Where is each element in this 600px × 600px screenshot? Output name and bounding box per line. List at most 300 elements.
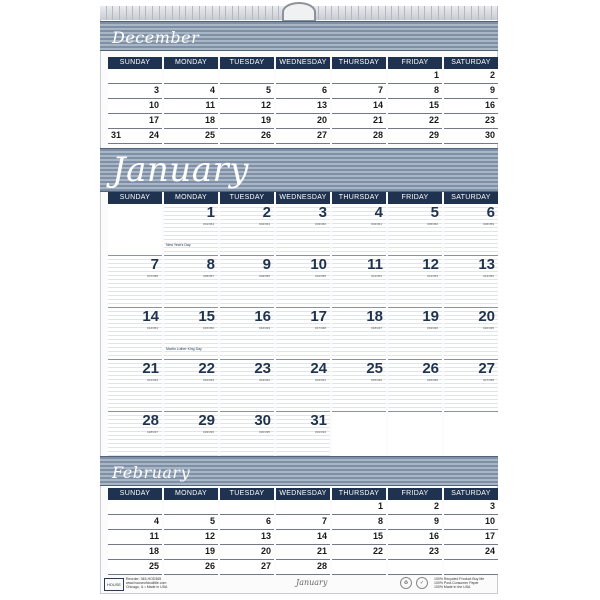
wire-coil [479,6,486,20]
day-number: 23 [428,546,439,556]
day-number: 17 [484,531,495,541]
day-number: 25 [148,561,159,571]
wire-coil [107,6,114,20]
day-number: 11 [367,256,383,273]
day-number: 23 [254,360,271,377]
february-day-cell[interactable] [108,545,162,560]
february-day-cell[interactable] [220,515,274,530]
february-day-cell[interactable] [164,515,218,530]
january-grid [108,192,498,464]
december-weekday-header: MONDAY [164,57,218,69]
february-day-cell[interactable] [164,530,218,545]
february-weekday-header: TUESDAY [220,488,274,500]
reorder-text: Reorder: 345-HOD365 [126,577,162,581]
day-number: 8 [433,85,439,95]
day-number: 19 [204,546,215,556]
day-number: 28 [372,130,383,140]
fsc-icon: ✓ [416,577,428,589]
day-number: 28 [142,412,159,429]
day-number: 8 [206,256,215,273]
wire-coil [120,6,127,20]
december-day-cell[interactable] [164,129,218,144]
february-day-cell[interactable] [108,515,162,530]
february-day-cell[interactable] [108,560,162,575]
day-number: 26 [204,561,215,571]
footer-recycled-info [434,577,484,590]
wire-coil [186,6,193,20]
day-of-year: 026/339 [427,378,438,382]
day-number: 16 [428,531,439,541]
day-number: 14 [372,100,383,110]
wire-coil [459,6,466,20]
day-number: 26 [260,130,271,140]
january-weekday-header: FRIDAY [388,192,442,204]
address-text: Chicago, IL • Made in USA [126,585,168,590]
december-day-cell[interactable] [332,129,386,144]
day-number-extra: 31 [111,130,122,140]
january-day-cell[interactable] [332,360,386,412]
february-day-cell[interactable] [332,545,386,560]
wire-coil [166,6,173,20]
december-day-cell[interactable] [220,99,274,114]
day-of-year: 030/335 [259,430,270,434]
december-banner [100,21,498,51]
day-number: 14 [316,531,327,541]
december-weekday-header: SATURDAY [444,57,498,69]
january-day-cell[interactable] [108,204,162,256]
february-day-cell[interactable] [108,530,162,545]
day-number: 18 [366,308,383,325]
december-day-cell[interactable] [388,84,442,99]
day-number: 4 [209,85,215,95]
day-number: 1 [377,501,383,511]
january-day-cell[interactable] [220,360,274,412]
day-of-year: 014/351 [147,326,158,330]
wire-coil [160,6,167,20]
february-day-cell[interactable] [276,545,330,560]
day-of-year: 021/344 [147,378,158,382]
day-of-year: 010/355 [315,274,326,278]
december-day-cell[interactable] [444,99,498,114]
december-weekday-header: TUESDAY [220,57,274,69]
day-number: 24 [484,546,495,556]
december-day-cell[interactable] [108,84,162,99]
day-number: 24 [148,130,159,140]
day-number: 4 [153,516,159,526]
day-of-year: 013/352 [483,274,494,278]
december-day-cell[interactable] [276,99,330,114]
january-day-cell[interactable] [276,256,330,308]
december-day-cell[interactable] [276,114,330,129]
day-of-year: 024/341 [315,378,326,382]
footer-month-name: January [296,578,328,587]
january-day-cell[interactable] [164,308,218,360]
day-number: 2 [433,501,439,511]
january-day-cell[interactable] [332,308,386,360]
day-number: 10 [484,516,495,526]
february-day-cell[interactable] [276,500,330,515]
january-day-cell[interactable] [388,360,442,412]
day-number: 9 [433,516,439,526]
wire-coil [439,6,446,20]
day-number: 9 [262,256,271,273]
wire-coil [432,6,439,20]
wire-coil [259,6,266,20]
day-of-year: 018/347 [371,326,382,330]
january-day-cell[interactable] [108,256,162,308]
wire-coil [173,6,180,20]
wire-coil [332,6,339,20]
wire-coil [246,6,253,20]
wire-coil [392,6,399,20]
december-day-cell[interactable] [108,129,162,144]
february-day-cell[interactable] [444,515,498,530]
february-weekday-header: FRIDAY [388,488,442,500]
day-number: 13 [478,256,495,273]
day-number: 18 [204,115,215,125]
december-day-cell[interactable] [164,114,218,129]
holiday-label: New Year's Day [166,243,191,247]
december-title: December [112,28,200,47]
day-number: 3 [489,501,495,511]
day-number: 30 [484,130,495,140]
wire-coil [206,6,213,20]
december-day-cell[interactable] [332,99,386,114]
day-number: 3 [153,85,159,95]
february-day-cell[interactable] [388,515,442,530]
day-of-year: 008/357 [203,274,214,278]
january-day-cell[interactable] [332,204,386,256]
day-of-year: 029/336 [203,430,214,434]
day-number: 10 [310,256,327,273]
january-title: January [112,150,249,190]
day-number: 6 [321,85,327,95]
wire-coil [140,6,147,20]
wire-coil [412,6,419,20]
day-number: 2 [489,70,495,80]
day-of-year: 001/364 [203,222,214,226]
january-weekday-header: WEDNESDAY [276,192,330,204]
wire-coil [386,6,393,20]
december-day-cell[interactable] [388,129,442,144]
day-of-year: 011/354 [371,274,382,278]
january-day-cell[interactable] [388,256,442,308]
december-day-cell[interactable] [332,69,386,84]
december-day-cell[interactable] [332,84,386,99]
day-of-year: 009/356 [259,274,270,278]
wire-coil [379,6,386,20]
february-day-cell[interactable] [220,530,274,545]
january-day-cell[interactable] [220,204,274,256]
day-number: 22 [372,546,383,556]
day-number: 1 [433,70,439,80]
day-of-year: 002/363 [259,222,270,226]
wire-coil [359,6,366,20]
december-weekday-header: SUNDAY [108,57,162,69]
wire-coil [399,6,406,20]
january-day-cell[interactable] [164,256,218,308]
day-number: 17 [148,115,159,125]
day-number: 27 [478,360,495,377]
january-day-cell[interactable] [444,204,498,256]
day-number: 12 [422,256,439,273]
december-day-cell[interactable] [332,114,386,129]
day-number: 12 [204,531,215,541]
footer [104,576,494,594]
day-number: 21 [316,546,327,556]
wire-coil [226,6,233,20]
day-number: 25 [366,360,383,377]
february-day-cell[interactable] [164,560,218,575]
january-day-cell[interactable] [332,256,386,308]
day-number: 9 [489,85,495,95]
february-day-cell[interactable] [276,560,330,575]
december-day-cell[interactable] [444,69,498,84]
february-day-cell[interactable] [332,500,386,515]
day-of-year: 019/346 [427,326,438,330]
january-weekday-header: TUESDAY [220,192,274,204]
february-day-cell[interactable] [388,560,442,575]
day-number: 11 [149,531,159,541]
wire-coil [273,6,280,20]
december-day-cell[interactable] [164,69,218,84]
day-number: 5 [430,204,439,221]
january-day-cell[interactable] [108,360,162,412]
february-weekday-header: MONDAY [164,488,218,500]
december-day-cell[interactable] [276,129,330,144]
day-number: 4 [374,204,383,221]
january-day-cell[interactable] [220,308,274,360]
february-day-cell[interactable] [444,530,498,545]
day-of-year: 005/360 [427,222,438,226]
february-day-cell[interactable] [164,545,218,560]
january-day-cell[interactable] [220,256,274,308]
day-number: 7 [377,85,383,95]
recycle-icon: ♻ [400,577,412,589]
day-number: 28 [316,561,327,571]
february-weekday-header: THURSDAY [332,488,386,500]
december-day-cell[interactable] [220,84,274,99]
day-number: 20 [316,115,327,125]
day-number: 23 [484,115,495,125]
day-of-year: 004/361 [371,222,382,226]
january-day-cell[interactable] [444,256,498,308]
wire-coil [239,6,246,20]
day-number: 3 [318,204,327,221]
day-number: 12 [260,100,271,110]
recycled-text-2: 100% Post-Consumer Paper [434,581,479,586]
day-number: 14 [142,308,159,325]
january-weekday-header: THURSDAY [332,192,386,204]
wire-coil [180,6,187,20]
january-weekday-header: SATURDAY [444,192,498,204]
january-day-cell[interactable] [388,204,442,256]
day-of-year: 020/345 [483,326,494,330]
day-number: 26 [422,360,439,377]
december-day-cell[interactable] [388,69,442,84]
wire-coil [445,6,452,20]
december-day-cell[interactable] [444,84,498,99]
day-number: 24 [310,360,327,377]
december-grid [108,57,498,144]
day-number: 7 [150,256,159,273]
wire-coil [146,6,153,20]
december-day-cell[interactable] [220,69,274,84]
day-number: 15 [198,308,215,325]
day-number: 21 [372,115,383,125]
december-day-cell[interactable] [108,114,162,129]
february-day-cell[interactable] [220,545,274,560]
december-day-cell[interactable] [220,114,274,129]
recycled-text-3: 100% Made in the USA [434,585,471,590]
february-day-cell[interactable] [388,530,442,545]
december-day-cell[interactable] [108,99,162,114]
december-day-cell[interactable] [388,99,442,114]
day-number: 5 [209,516,215,526]
february-day-cell[interactable] [276,530,330,545]
december-weekday-header: WEDNESDAY [276,57,330,69]
january-weekday-header: MONDAY [164,192,218,204]
day-of-year: 022/343 [203,378,214,382]
december-day-cell[interactable] [220,129,274,144]
wire-coil [200,6,207,20]
day-number: 22 [198,360,215,377]
day-of-year: 016/349 [259,326,270,330]
day-number: 20 [260,546,271,556]
day-number: 31 [310,412,327,429]
december-day-cell[interactable] [276,69,330,84]
february-day-cell[interactable] [444,500,498,515]
february-grid [108,488,498,575]
day-of-year: 017/348 [315,326,326,330]
december-weekday-header: FRIDAY [388,57,442,69]
wire-coil [233,6,240,20]
day-number: 6 [265,516,271,526]
day-number: 8 [377,516,383,526]
wire-coil [326,6,333,20]
january-day-cell[interactable] [444,360,498,412]
january-day-cell[interactable] [164,204,218,256]
january-banner [100,148,498,192]
february-day-cell[interactable] [332,560,386,575]
february-day-cell[interactable] [444,560,498,575]
wire-coil [346,6,353,20]
february-day-cell[interactable] [332,515,386,530]
website-text: www.houseofdoolittle.com [126,581,167,586]
wire-coil [266,6,273,20]
wire-coil [193,6,200,20]
day-of-year: 015/350 [203,326,214,330]
wire-coil [352,6,359,20]
wire-coil [425,6,432,20]
december-day-cell[interactable] [164,99,218,114]
day-number: 19 [260,115,271,125]
wire-coil [492,6,499,20]
wire-coil [319,6,326,20]
wire-coil [372,6,379,20]
february-day-cell[interactable] [164,500,218,515]
day-number: 18 [148,546,159,556]
february-day-cell[interactable] [332,530,386,545]
wire-coil [253,6,260,20]
wire-coil [127,6,134,20]
february-day-cell[interactable] [388,545,442,560]
wire-coil [100,6,107,20]
wire-coil [465,6,472,20]
january-day-cell[interactable] [108,308,162,360]
january-day-cell[interactable] [276,360,330,412]
december-day-cell[interactable] [444,129,498,144]
december-day-cell[interactable] [108,69,162,84]
december-day-cell[interactable] [164,84,218,99]
january-day-cell[interactable] [276,204,330,256]
day-number: 15 [372,531,383,541]
day-number: 7 [321,516,327,526]
house-of-doolittle-logo: HOUSE [104,578,124,591]
wire-coil [366,6,373,20]
january-day-cell[interactable] [276,308,330,360]
footer-publisher-info [126,577,167,590]
day-of-year: 007/358 [147,274,158,278]
day-number: 13 [316,100,327,110]
wire-coil [485,6,492,20]
day-number: 2 [262,204,271,221]
day-of-year: 003/362 [315,222,326,226]
day-number: 16 [254,308,271,325]
february-weekday-header: WEDNESDAY [276,488,330,500]
holiday-label: Martin Luther King Day [166,347,202,351]
february-day-cell[interactable] [220,500,274,515]
december-day-cell[interactable] [444,114,498,129]
january-day-cell[interactable] [164,360,218,412]
day-number: 19 [422,308,439,325]
day-number: 25 [204,130,215,140]
wire-coil [213,6,220,20]
wire-coil [113,6,120,20]
december-weekday-header: THURSDAY [332,57,386,69]
february-weekday-header: SUNDAY [108,488,162,500]
day-number: 30 [254,412,271,429]
wire-coil [153,6,160,20]
february-day-cell[interactable] [276,515,330,530]
day-number: 1 [206,204,215,221]
day-number: 6 [486,204,495,221]
wire-coil [339,6,346,20]
day-number: 29 [428,130,439,140]
day-number: 27 [316,130,327,140]
february-title: February [112,463,191,482]
february-day-cell[interactable] [444,545,498,560]
december-day-cell[interactable] [388,114,442,129]
february-day-cell[interactable] [220,560,274,575]
day-number: 27 [260,561,271,571]
january-day-cell[interactable] [444,308,498,360]
day-number: 11 [205,100,215,110]
wire-coil [452,6,459,20]
february-day-cell[interactable] [388,500,442,515]
day-number: 10 [148,100,159,110]
recycled-text-1: 100% Recycled Product Buy Me [434,577,485,581]
day-of-year: 025/340 [371,378,382,382]
day-number: 29 [198,412,215,429]
day-number: 20 [478,308,495,325]
december-day-cell[interactable] [276,84,330,99]
february-day-cell[interactable] [108,500,162,515]
wire-coil [405,6,412,20]
january-day-cell[interactable] [388,308,442,360]
wire-coil [133,6,140,20]
day-of-year: 023/342 [259,378,270,382]
